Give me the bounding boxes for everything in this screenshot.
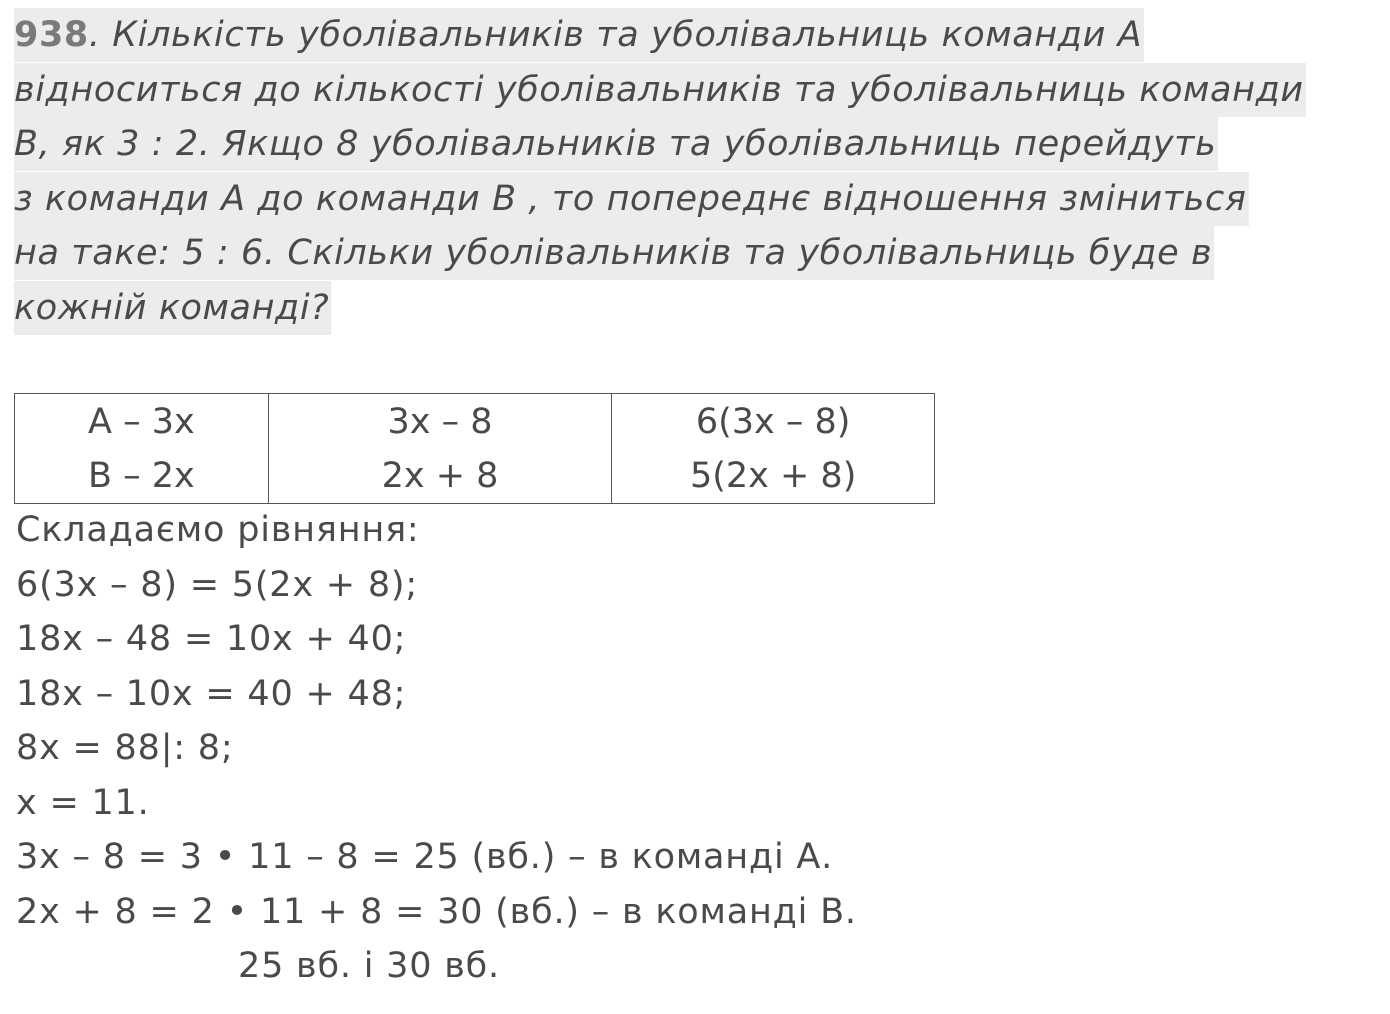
problem-line: на таке: 5 : 6. Скільки уболівальників та уболівальниць буде в xyxy=(14,226,1214,280)
result-line: 3x – 8 = 3 • 11 – 8 = 25 (вб.) – в команді А. xyxy=(16,837,834,877)
problem-line xyxy=(14,8,1144,62)
equation-line: 6(3x – 8) = 5(2x + 8); xyxy=(16,564,418,605)
table-row xyxy=(15,394,935,504)
cell-line: 2x + 8 xyxy=(381,455,499,496)
cell-line: В – 2x xyxy=(87,455,195,496)
solution xyxy=(16,503,857,994)
answer: 25 вб. і 30 вб. xyxy=(238,946,500,986)
equation-line: x = 11. xyxy=(16,782,150,823)
conditions-table xyxy=(14,393,935,504)
problem-line: кожній команді? xyxy=(14,281,331,335)
result-line: 2x + 8 = 2 • 11 + 8 = 30 (вб.) – в команді В. xyxy=(16,891,857,932)
problem-line: В, як 3 : 2. Якщо 8 уболівальників та уболівальниць перейдуть xyxy=(14,117,1218,171)
equation-line: 8x = 88|: 8; xyxy=(16,728,234,768)
cell-line: 3x – 8 xyxy=(387,401,493,442)
solution-heading: Складаємо рівняння: xyxy=(16,510,420,550)
table-cell xyxy=(268,394,612,504)
problem-line: з команди А до команди В , то попереднє відношення зміниться xyxy=(14,172,1249,226)
table-cell xyxy=(15,394,269,504)
cell-line: А – 3x xyxy=(88,401,195,442)
problem-statement xyxy=(14,8,1380,335)
problem-number: 938 xyxy=(14,15,89,55)
problem-line: відноситься до кількості уболівальників та уболівальниць команди xyxy=(14,63,1306,117)
table-cell xyxy=(612,394,935,504)
cell-line: 5(2x + 8) xyxy=(689,455,857,496)
equation-line: 18x – 10x = 40 + 48; xyxy=(16,673,407,714)
cell-line: 6(3x – 8) xyxy=(695,401,851,442)
problem-text: . Кількість уболівальників та уболівальниць команди А xyxy=(88,15,1143,55)
equation-line: 18x – 48 = 10x + 40; xyxy=(16,619,407,659)
